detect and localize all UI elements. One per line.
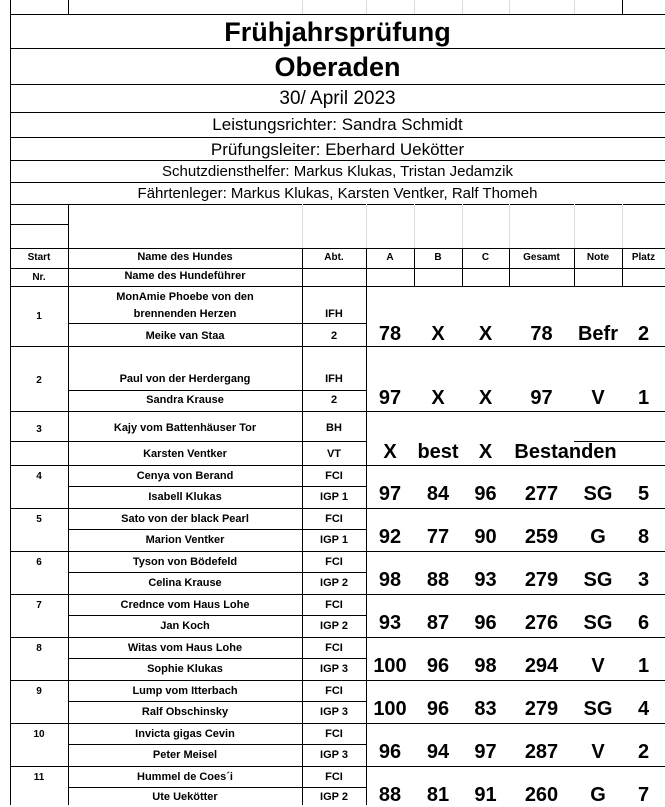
tracklayers-line: Fährtenleger: Markus Klukas, Karsten Ventker, Ralf Thomeh xyxy=(137,185,538,202)
class-group: FCI xyxy=(325,642,343,654)
class-level: IGP 3 xyxy=(320,663,348,675)
class-level: IGP 2 xyxy=(320,791,348,803)
score-a: 88 xyxy=(378,784,402,806)
grade: V xyxy=(591,655,605,677)
class-level: 2 xyxy=(330,330,338,342)
score-c: 98 xyxy=(474,655,497,677)
placement: 3 xyxy=(637,569,650,591)
score-total: 260 xyxy=(524,784,559,806)
placement: 2 xyxy=(637,741,650,763)
grade: G xyxy=(590,526,606,548)
class-group: FCI xyxy=(325,556,343,568)
handler-name: Marion Ventker xyxy=(145,534,225,546)
score-b: X xyxy=(431,387,445,409)
class-group: FCI xyxy=(325,685,343,697)
score-total: 279 xyxy=(524,698,559,720)
grade: SG xyxy=(583,483,613,505)
col-header-b: B xyxy=(434,252,442,263)
entry-nr: 8 xyxy=(36,643,42,654)
class-group: BH xyxy=(326,422,342,434)
dog-name: Cenya von Berand xyxy=(136,470,234,482)
placement: 2 xyxy=(637,323,650,345)
score-total: 279 xyxy=(524,569,559,591)
class-level: 2 xyxy=(330,394,338,406)
class-level: IGP 3 xyxy=(320,706,348,718)
grade: SG xyxy=(583,569,613,591)
score-a: 78 xyxy=(378,323,402,345)
score-total: 287 xyxy=(524,741,559,763)
dog-name: MonAmie Phoebe von den xyxy=(116,291,254,303)
score-c: X xyxy=(478,387,493,409)
class-group: FCI xyxy=(325,513,343,525)
score-a: 100 xyxy=(373,698,407,720)
handler-name: Sandra Krause xyxy=(146,394,224,406)
score-b: 94 xyxy=(426,741,450,763)
score-c: X xyxy=(478,323,493,345)
score-c: 91 xyxy=(474,784,497,806)
entry-nr: 5 xyxy=(36,514,42,525)
score-c: 90 xyxy=(474,526,497,548)
col-header-total: Gesamt xyxy=(523,252,560,263)
score-b: 88 xyxy=(426,569,450,591)
judge-line: Leistungsrichter: Sandra Schmidt xyxy=(212,115,463,134)
score-a: 96 xyxy=(378,741,402,763)
col-header-c: C xyxy=(481,252,490,263)
director-line: Prüfungsleiter: Eberhard Uekötter xyxy=(210,140,465,159)
grade: G xyxy=(590,784,606,806)
score-c: 96 xyxy=(474,612,497,634)
location-title: Oberaden xyxy=(274,52,401,82)
class-level: IGP 2 xyxy=(320,620,348,632)
entry-nr: 3 xyxy=(36,424,42,435)
grade: V xyxy=(591,741,605,763)
handler-name: Sophie Klukas xyxy=(147,663,223,675)
entry-nr: 10 xyxy=(33,729,45,740)
entry-nr: 9 xyxy=(36,686,42,697)
class-level: IGP 1 xyxy=(320,491,348,503)
col-header-nr: Nr. xyxy=(32,272,46,283)
score-total: 277 xyxy=(524,483,559,505)
class-level: VT xyxy=(326,448,342,460)
score-total: 78 xyxy=(530,323,553,345)
dog-name: Lump vom Itterbach xyxy=(132,685,238,697)
score-a: 98 xyxy=(378,569,402,591)
score-a: 93 xyxy=(378,612,402,634)
score-a: 97 xyxy=(378,483,402,505)
score-a: 97 xyxy=(378,387,402,409)
handler-name: Isabell Klukas xyxy=(148,491,222,503)
col-header-dog: Name des Hundes xyxy=(137,251,233,263)
score-b: 81 xyxy=(426,784,450,806)
entry-nr: 11 xyxy=(33,772,45,783)
class-group: FCI xyxy=(325,470,343,482)
score-total: 294 xyxy=(524,655,559,677)
class-level: IGP 2 xyxy=(320,577,348,589)
class-group: IFH xyxy=(325,308,343,320)
class-level: IGP 3 xyxy=(320,749,348,761)
entry-nr: 1 xyxy=(36,311,42,322)
score-c: 97 xyxy=(474,741,497,763)
score-c: 83 xyxy=(474,698,497,720)
placement: 4 xyxy=(637,698,650,720)
score-b: 96 xyxy=(426,698,450,720)
class-group: FCI xyxy=(325,728,343,740)
entry-nr: 4 xyxy=(36,471,42,482)
dog-name: Witas vom Haus Lohe xyxy=(127,642,243,654)
dog-name: Tyson von Bödefeld xyxy=(132,556,238,568)
score-b: 96 xyxy=(426,655,450,677)
score-total: 276 xyxy=(524,612,559,634)
handler-name: Meike van Staa xyxy=(145,330,225,342)
score-total: 259 xyxy=(524,526,559,548)
score-b: 77 xyxy=(426,526,450,548)
dog-name: Paul von der Herdergang xyxy=(119,373,251,385)
handler-name: Karsten Ventker xyxy=(143,448,227,460)
score-total: Bestanden xyxy=(514,441,617,463)
placement: 8 xyxy=(637,526,650,548)
helpers-line: Schutzdiensthelfer: Markus Klukas, Tristan Jedamzik xyxy=(162,163,513,180)
handler-name: Ralf Obschinsky xyxy=(141,706,229,718)
dog-name: Sato von der black Pearl xyxy=(121,513,249,525)
placement: 7 xyxy=(637,784,650,806)
dog-name: Hummel de Coes´i xyxy=(137,771,233,783)
class-group: IFH xyxy=(325,373,343,385)
col-header-handler: Name des Hundeführer xyxy=(124,270,246,282)
score-b: X xyxy=(431,323,445,345)
score-total: 97 xyxy=(530,387,553,409)
col-header-grade: Note xyxy=(586,252,610,263)
score-c: 93 xyxy=(474,569,497,591)
grade: V xyxy=(591,387,605,409)
dog-name: Invicta gigas Cevin xyxy=(135,728,235,740)
score-b: 87 xyxy=(426,612,450,634)
handler-name: Peter Meisel xyxy=(152,749,218,761)
placement: 6 xyxy=(637,612,650,634)
col-header-abt: Abt. xyxy=(324,252,344,263)
placement: 5 xyxy=(637,483,650,505)
dog-name: Crednce vom Haus Lohe xyxy=(120,599,250,611)
class-level: IGP 1 xyxy=(320,534,348,546)
handler-name: Jan Koch xyxy=(160,620,210,632)
placement: 1 xyxy=(637,655,650,677)
class-group: FCI xyxy=(325,771,343,783)
col-header-place: Platz xyxy=(631,252,656,263)
entry-nr: 2 xyxy=(36,375,42,386)
grade: Befr xyxy=(577,323,618,345)
exam-date: 30/ April 2023 xyxy=(279,88,396,109)
score-b: best xyxy=(417,441,459,463)
col-header-a: A xyxy=(386,252,394,263)
entry-nr: 7 xyxy=(36,600,42,611)
placement: 1 xyxy=(637,387,650,409)
score-b: 84 xyxy=(426,483,450,505)
page-title: Frühjahrsprüfung xyxy=(224,17,451,47)
handler-name: Ute Uekötter xyxy=(152,791,218,803)
score-a: 92 xyxy=(378,526,402,548)
score-c: 96 xyxy=(474,483,497,505)
dog-name-cont: brennenden Herzen xyxy=(133,308,237,320)
handler-name: Celina Krause xyxy=(148,577,222,589)
entry-nr: 6 xyxy=(36,557,42,568)
dog-name: Kajy vom Battenhäuser Tor xyxy=(113,422,257,434)
grade: SG xyxy=(583,698,613,720)
score-a: X xyxy=(383,441,397,463)
score-c: X xyxy=(478,441,493,463)
score-a: 100 xyxy=(373,655,407,677)
grade: SG xyxy=(583,612,613,634)
col-header-start: Start xyxy=(27,252,51,263)
class-group: FCI xyxy=(325,599,343,611)
